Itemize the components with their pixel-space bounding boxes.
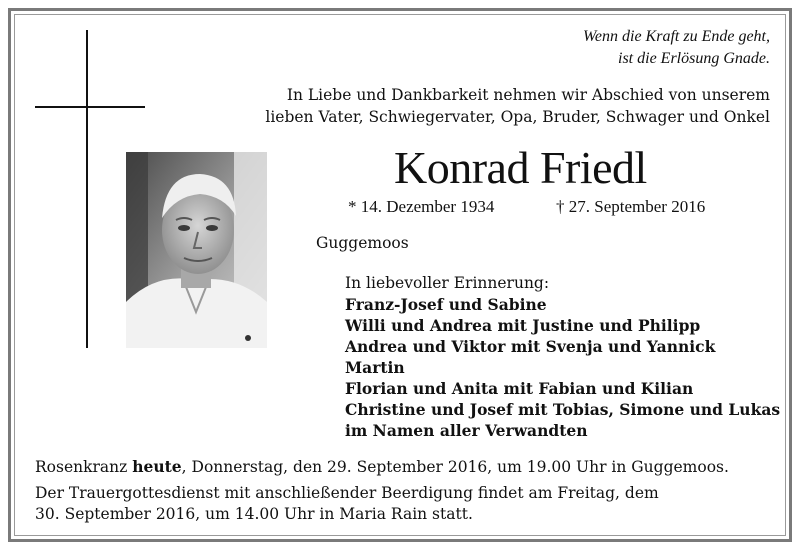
place-of-residence: Guggemoos: [316, 234, 409, 252]
family-heading: In liebevoller Erinnerung:: [345, 274, 550, 292]
family-member: Franz-Josef und Sabine: [345, 295, 547, 314]
family-member: Willi und Andrea mit Justine und Philipp: [345, 316, 701, 335]
family-member: Martin: [345, 358, 405, 377]
family-list: [345, 273, 780, 441]
family-member: Andrea und Viktor mit Svenja und Yannick: [345, 337, 716, 356]
cross-icon-vertical: [86, 30, 88, 348]
deceased-name: Konrad Friedl: [394, 142, 647, 193]
cross-icon-horizontal: [35, 106, 145, 108]
birth-date: * 14. Dezember 1934: [348, 197, 495, 216]
service-notice-line-1: Der Trauergottesdienst mit anschließender Beerdigung findet am Freitag, dem: [35, 484, 659, 502]
portrait-photo: [126, 152, 267, 348]
rosary-details: , Donnerstag, den 29. September 2016, um 19.00 Uhr in Guggemoos.: [181, 458, 729, 476]
service-notice-line-2: 30. September 2016, um 14.00 Uhr in Maria Rain statt.: [35, 505, 473, 523]
quote-line-2: ist die Erlösung Gnade.: [618, 50, 770, 67]
family-member: Florian und Anita mit Fabian und Kilian: [345, 379, 694, 398]
family-member: Christine und Josef mit Tobias, Simone und Lukas: [345, 400, 781, 419]
quote-line-1: Wenn die Kraft zu Ende geht,: [583, 28, 770, 45]
rosary-day: heute: [132, 457, 182, 476]
intro-line-1: In Liebe und Dankbarkeit nehmen wir Abschied von unserem: [286, 86, 770, 104]
portrait-photo-graphic: [126, 152, 267, 348]
rosary-notice: [35, 456, 729, 478]
intro-line-2: lieben Vater, Schwiegervater, Opa, Bruder, Schwager und Onkel: [265, 108, 770, 126]
death-date: † 27. September 2016: [556, 197, 706, 216]
family-member: im Namen aller Verwandten: [345, 421, 588, 440]
rosary-prefix: Rosenkranz: [35, 458, 133, 476]
